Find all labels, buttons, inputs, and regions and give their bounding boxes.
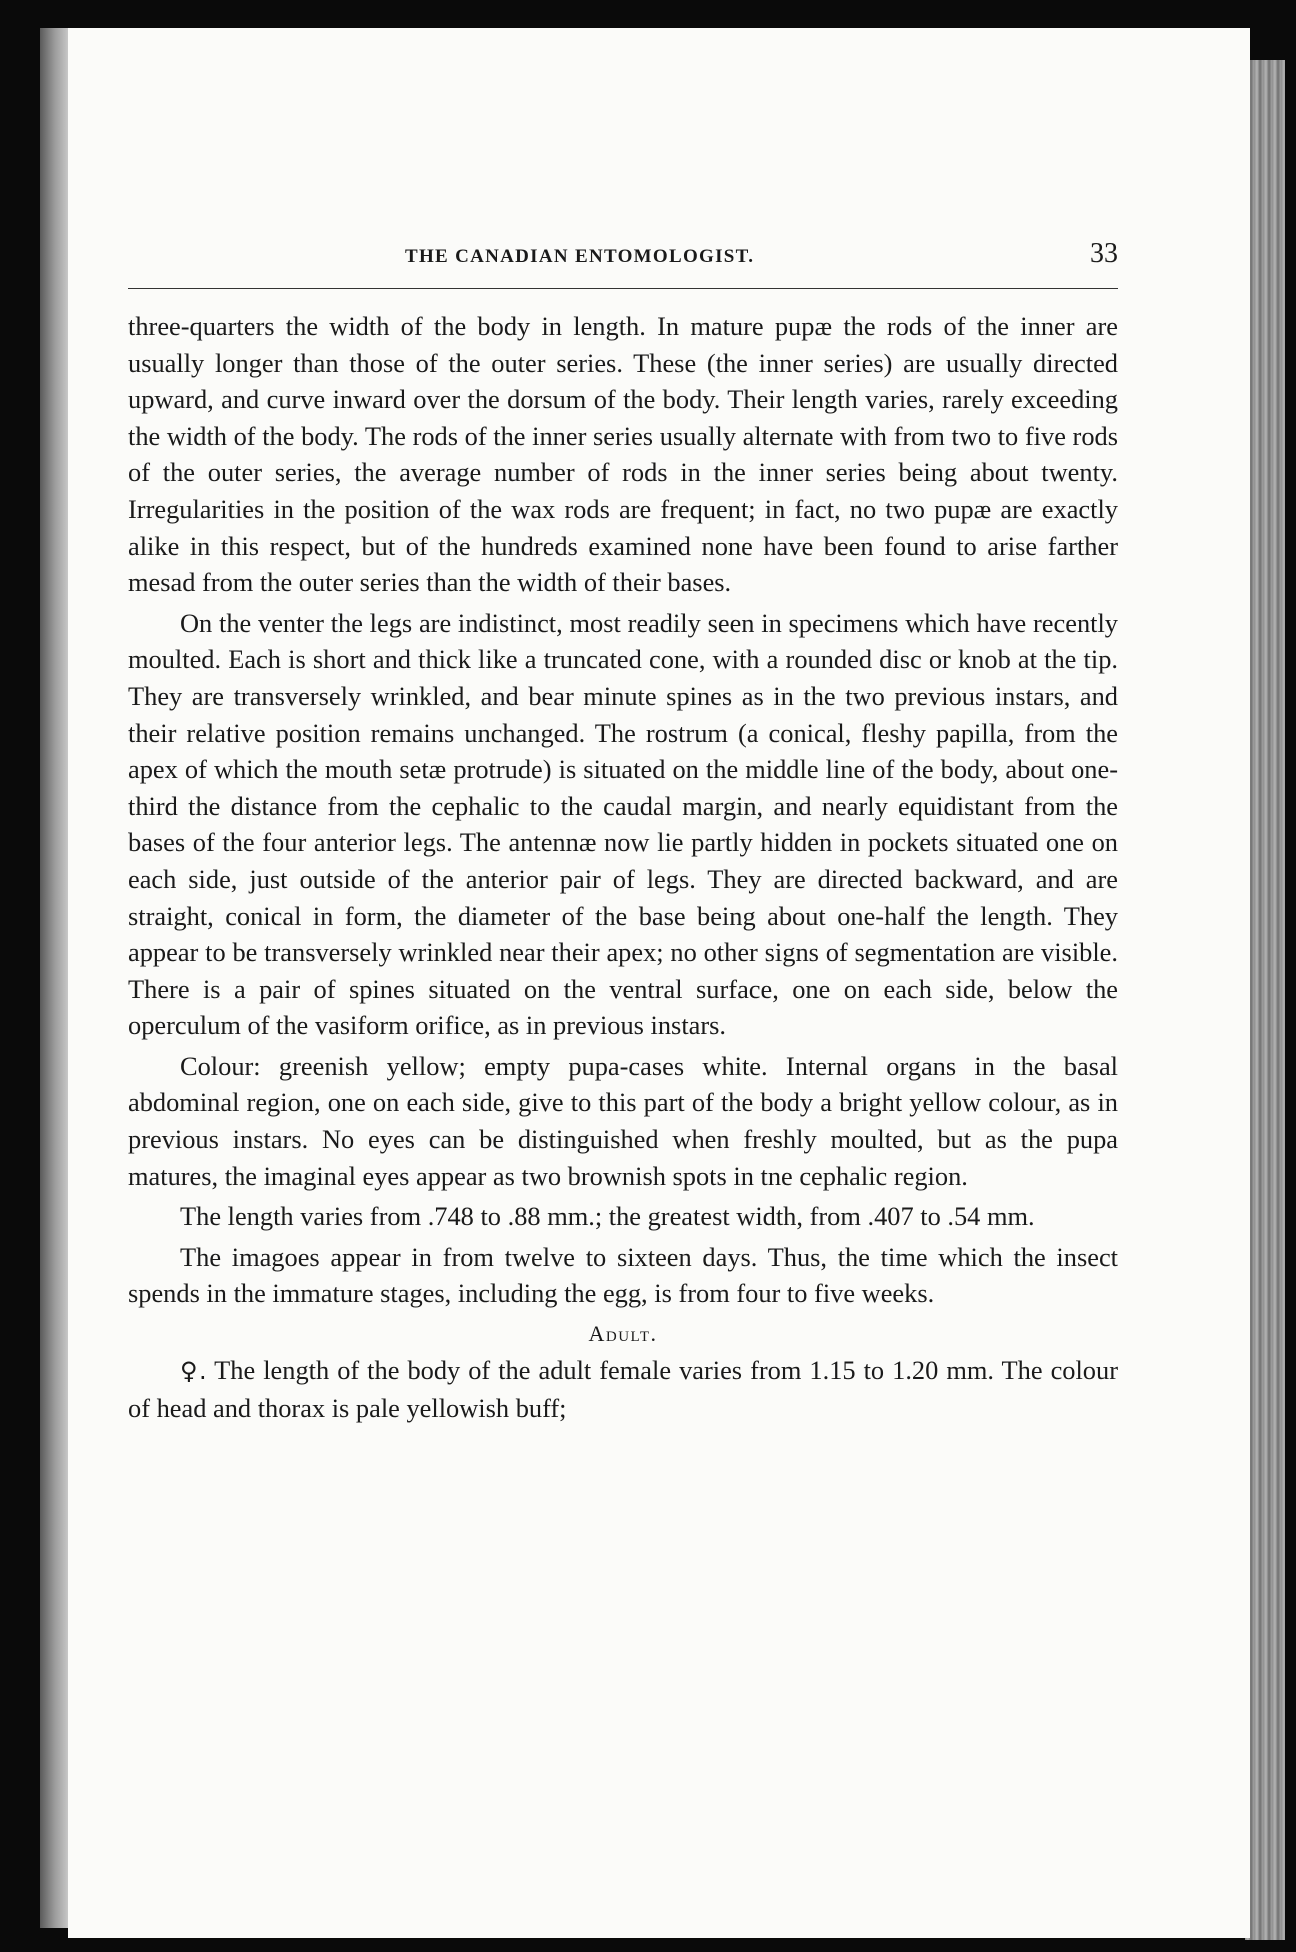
book-page [68, 28, 1250, 1938]
page-stack-edge [1245, 60, 1285, 1940]
paragraph-venter: On the venter the legs are indistinct, most readily seen in specimens which have recently moulted. Each is short and thick like a truncated cone, with a rounded disc or knob at the tip. They are transversely wrinkled, and bear minute spines as in the two previous instars, and their relative position remains unchanged. The rostrum (a conical, fleshy papilla, from the apex of which the mouth setæ protrude) is situated on the middle line of the body, about one-third the distance from the cephalic to the caudal margin, and nearly equidistant from the bases of the four anterior legs. The antennæ now lie partly hidden in pockets situated one on each side, just outside of the anterior pair of legs. They are directed backward, and are straight, conical in form, the diameter of the base being about one-half the length. They appear to be transversely wrinkled near their apex; no other signs of segmentation are visible. There is a pair of spines situated on the ventral surface, one on each side, below the operculum of the vasiform orifice, as in previous instars. [128, 607, 1118, 1041]
body-text [128, 308, 1118, 1426]
paragraph-imagoes: The imagoes appear in from twelve to sixteen days. Thus, the time which the insect spends in the immature stages, including the egg, is from four to five weeks. [128, 1241, 1118, 1309]
paragraph-length: The length varies from .748 to .88 mm.; the greatest width, from .407 to .54 mm. [180, 1201, 1035, 1232]
page-number: 33 [1090, 238, 1118, 269]
running-head-title: THE CANADIAN ENTOMOLOGIST. [405, 246, 755, 267]
running-head [128, 228, 1118, 278]
section-heading-adult: Adult. [588, 1321, 658, 1347]
text-block [128, 228, 1118, 1423]
adult-female-text: The length of the body of the adult female varies from 1.15 to 1.20 mm. The colour of head and thorax is pale yellowish buff; [128, 1355, 1118, 1423]
female-symbol: ♀. [180, 1357, 207, 1386]
paragraph-colour: Colour: greenish yellow; empty pupa-cases white. Internal organs in the basal abdominal region, one on each side, give to this part of the body a bright yellow colour, as in previous instars. No eyes can be distinguished when freshly moulted, but as the pupa matures, the imaginal eyes appear as two brownish spots in tne cephalic region. [128, 1050, 1118, 1191]
paragraph-adult-female [128, 1352, 1118, 1426]
header-rule [128, 288, 1118, 289]
paragraph-wax-rods: three-quarters the width of the body in length. In mature pupæ the rods of the inner are usually longer than those of the outer series. These (the inner series) are usually directed upward, and curve inward over the dorsum of the body. Their length varies, rarely exceeding the width of the body. The rods of the inner series usually alternate with from two to five rods of the outer series, the average number of rods in the inner series being about twenty. Irregularities in the position of the wax rods are frequent; in fact, no two pupæ are exactly alike in this respect, but of the hundreds examined none have been found to arise farther mesad from the outer series than the width of their bases. [128, 311, 1118, 598]
